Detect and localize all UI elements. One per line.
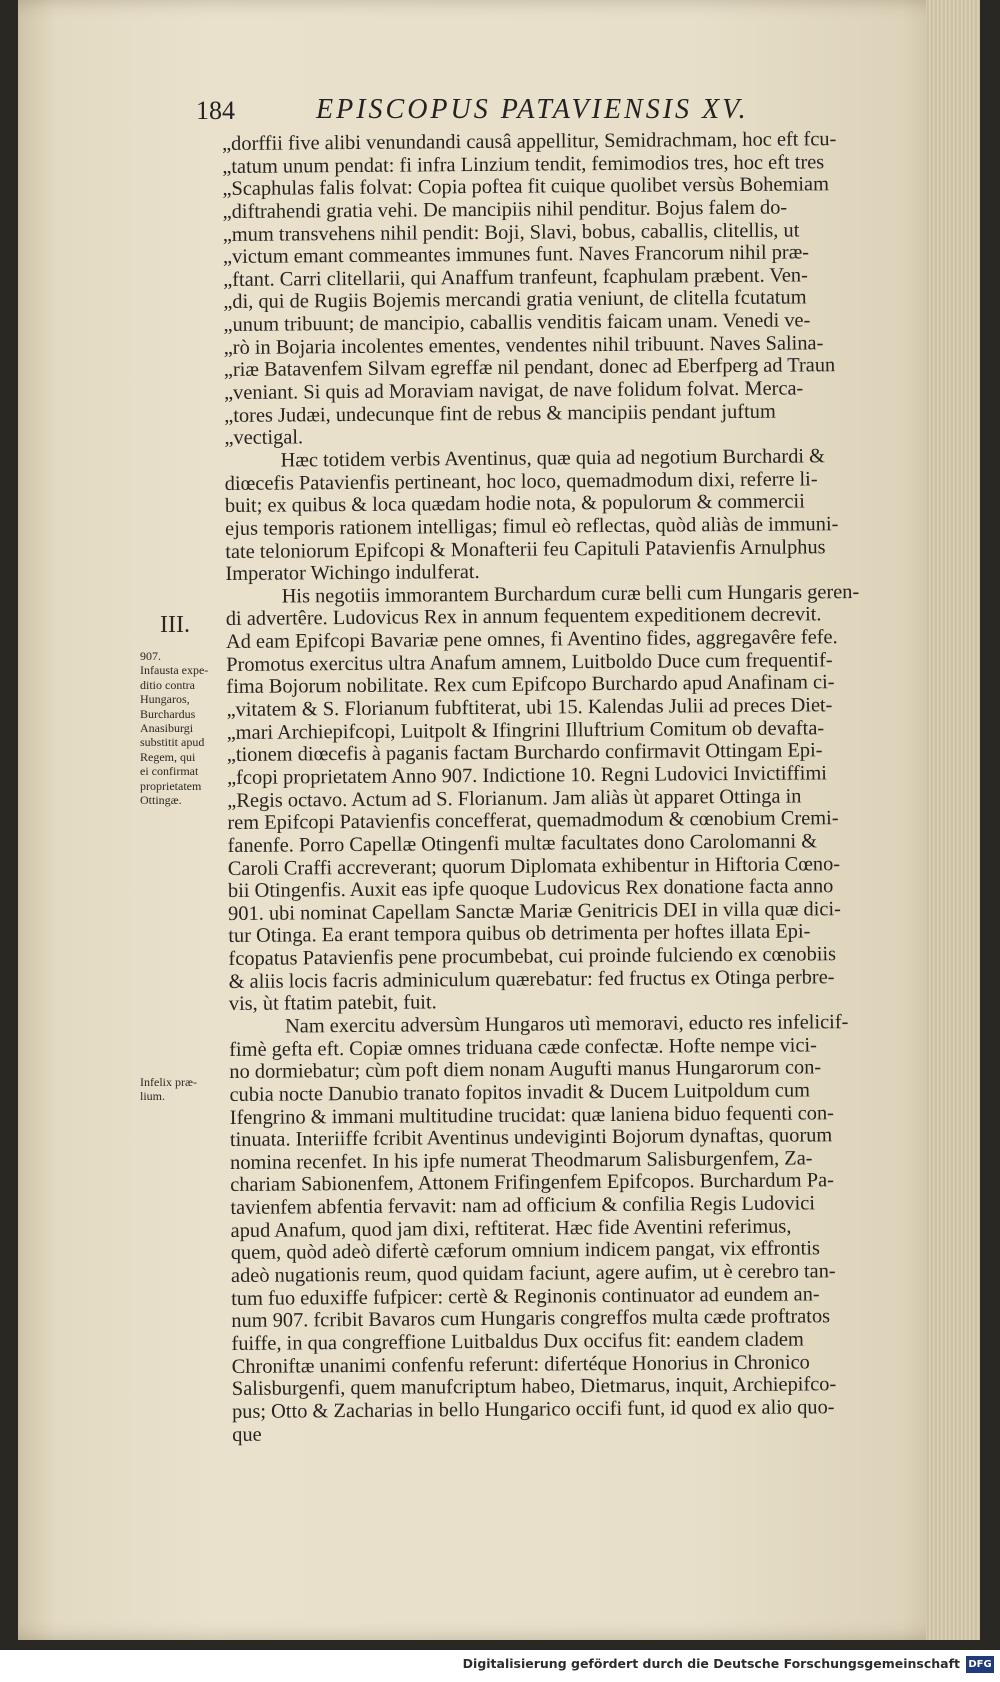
text-line: no dormiebatur; cùm poft diem nonam Augufti manus Hungarorum con- <box>229 1056 822 1084</box>
text-line: Salisburgenfi, quem manufcriptum habeo, Dietmarus, inquit, Archiepifco- <box>231 1373 837 1401</box>
text-line: chariam Sabionenfem, Attonem Frifingenfem Epifcopos. Burchardum Pa- <box>230 1169 834 1197</box>
text-line: tum fuo eduxiffe fufpicer: certè & Reginonis continuator ad eundem an- <box>231 1283 820 1310</box>
text-line: „mum transvehens nihil pendit: Boji, Slavi, bobus, caballis, clitellis, ut <box>222 219 800 246</box>
text-line: His negotiis immorantem Burchardum curæ belli cum Hungaris geren- <box>281 580 860 608</box>
note-line: lium. <box>140 1089 166 1104</box>
running-title: EPISCOPUS PATAVIENSIS XV. <box>316 94 749 125</box>
dfg-logo-icon: DFG <box>966 1656 994 1673</box>
note-line: substitit apud <box>140 735 205 750</box>
text-line: „di, qui de Rugiis Bojemis mercandi gratia veniunt, de clitella fcutatum <box>223 286 807 314</box>
text-line: tate teloniorum Epifcopi & Monafterii feu Capituli Patavienfis Arnulphus <box>225 535 826 563</box>
note-line: Hungaros, <box>140 692 190 707</box>
text-line: di advertêre. Ludovicus Rex in annum fequentem expeditionem decrevit. <box>225 603 822 631</box>
note-line: ditio contra <box>140 677 195 692</box>
text-line: fcopatus Patavienfis pene procumbebat, cui proinde fulciendo ex cœnobiis <box>228 943 837 971</box>
text-line: tavienfem abfentia fervavit: nam ad officium & confilia Regis Ludovici <box>230 1192 816 1220</box>
text-line: Ifengrino & immani multitudine trucidat: quæ laniena biduo fequenti con- <box>229 1101 835 1129</box>
text-line: rem Epifcopi Patavienfis concefferat, quemadmodum & cœnobium Cremi- <box>227 807 839 835</box>
text-line: 901. ubi nominat Capellam Sanctæ Mariæ Genitricis DEI in villa quæ dici- <box>228 897 841 925</box>
text-line: pus; Otto & Zacharias in bello Hungarico occifi funt, id quod ex alio quo- <box>231 1396 835 1423</box>
text-line: fuiffe, in qua congreffione Luitbaldus Dux occifus fit: eandem cladem <box>231 1328 804 1355</box>
text-line: Caroli Craffi accreverant; quorum Diplomata exhibentur in Hiftoria Cœno- <box>227 852 841 880</box>
text-line: „fcopi proprietatem Anno 907. Indictione 10. Regni Ludovici Invictiffimi <box>226 762 828 789</box>
text-line: „tionem diœcefis à paganis factam Burchardo confirmavit Ottingam Epi- <box>226 739 823 767</box>
text-line: tinuata. Interiiffe fcribit Aventinus undeviginti Bojorum dynaftas, quorum <box>229 1124 833 1152</box>
footer-bar <box>0 1650 1000 1682</box>
text-line: „victum emant commeantes immunes funt. Naves Francorum nihil præ- <box>222 241 810 269</box>
text-line: Imperator Wichingo indulferat. <box>225 561 480 586</box>
text-line: nomina recenfet. In his ipfe numerat Theodmarum Salisburgenfem, Za- <box>230 1147 813 1174</box>
margin-note-battle <box>140 1075 197 1104</box>
page-number: 184 <box>196 96 235 125</box>
text-line: Ad eam Epifcopi Bavariæ pene omnes, fi Aventino fides, aggregavêre fefe. <box>225 626 838 654</box>
page-header <box>196 92 896 132</box>
text-line: num 907. fcribit Bavaros cum Hungaris congreffos multa cæde proftratos <box>231 1305 831 1333</box>
text-line: „riæ Batavenfem Silvam egreffæ nil pendant, donec ad Eberfperg ad Traun <box>223 354 836 382</box>
text-line: „dorffii five alibi venundandi causâ appellitur, Semidrachmam, hoc eft fcu- <box>222 128 837 155</box>
text-line: cubia nocte Danubio tranato fopitos invadit & Ducem Luitpoldum cum <box>229 1079 811 1106</box>
text-line: „ftant. Carri clitellarii, qui Anaffum tranfeunt, fcaphulam præbent. Ven- <box>223 264 808 291</box>
text-line: ejus temporis rationem intelligas; fimul eò reflectas, quòd aliàs de immuni- <box>225 513 839 540</box>
text-line: „unum tribuunt; de mancipio, caballis venditis faicam unam. Venedi ve- <box>223 309 811 337</box>
section-numeral: III. <box>160 612 190 638</box>
text-line: „diftrahendi gratia vehi. De mancipiis nihil penditur. Bojus falem do- <box>222 196 788 223</box>
text-line: buit; ex quibus & loca quædam hodie nota, & populorum & commercii <box>224 490 805 518</box>
note-line: Ottingæ. <box>140 793 182 808</box>
text-line: fimè gefta eft. Copiæ omnes triduana cæde confectæ. Hofte nempe vici- <box>229 1033 818 1061</box>
note-line: Burchardus <box>140 706 196 721</box>
text-line: adeò nugationis reum, quod quidam faciunt, agere aufim, ut è cerebro tan- <box>230 1260 836 1287</box>
note-line: Anasiburgi <box>140 721 194 736</box>
text-line: fanenfe. Porro Capellæ Otingenfi multæ facultates dono Carolomanni & <box>227 830 818 857</box>
main-text <box>222 127 952 1446</box>
text-line: & aliis locis facris adminiculum quærebatur: fed fructus ex Otinga perbre- <box>228 965 835 993</box>
funding-credit: Digitalisierung gefördert durch die Deutsche Forschungsgemeinschaft <box>462 1656 960 1671</box>
note-line: Infausta expe- <box>140 663 209 678</box>
text-line: vis, ùt ftatim patebit, fuit. <box>228 991 437 1016</box>
margin-note-expedition <box>140 649 208 807</box>
text-line: „vectigal. <box>224 426 304 450</box>
text-line: fima Bojorum nobilitate. Rex cum Epifcopo Burchardo apud Anafinam ci- <box>226 671 835 699</box>
note-line: ei confirmat <box>140 764 199 779</box>
text-line: bii Otingenfis. Auxit eas ipfe quoque Ludovicus Rex donatione facta anno <box>227 875 834 903</box>
note-line: 907. <box>140 649 161 663</box>
note-line: proprietatem <box>140 778 202 793</box>
text-line: „mari Archiepifcopi, Luitpolt & Ifingrini Illuftrium Comitum ob devafta- <box>226 716 825 744</box>
text-line: „rò in Bojaria incolentes ementes, vendentes nihil tribuunt. Naves Salina- <box>223 332 824 359</box>
text-line: Hæc totidem verbis Aventinus, quæ quia ad negotium Burchardi & <box>280 445 826 472</box>
text-line: „Scaphulas falis folvat: Copia poftea fit cuique quolibet versùs Bohemiam <box>222 173 829 201</box>
note-line: Infelix præ- <box>140 1075 197 1089</box>
text-line: „tatum unum pendat: fi infra Linzium tendit, femimodios tres, hoc eft tres <box>222 150 825 178</box>
text-line: „veniant. Si quis ad Moraviam navigat, de nave folidum folvat. Merca- <box>223 377 804 405</box>
text-line: apud Anafum, quod jam dixi, reftiterat. Hæc fide Aventini referimus, <box>230 1215 792 1242</box>
note-line: Regem, qui <box>140 749 196 764</box>
text-line: tur Otinga. Ea erant tempora quibus ob detrimenta per hoftes illata Epi- <box>228 920 811 948</box>
text-line: „tores Judæi, undecunque fint de rebus & mancipiis pendant juftum <box>224 400 776 427</box>
text-line: Nam exercitu adversùm Hungaros utì memoravi, educto res infelicif- <box>284 1011 849 1038</box>
text-line: „vitatem & S. Florianum fubftiterat, ubi 15. Kalendas Julii ad preces Diet- <box>226 694 833 721</box>
text-line: diœcefis Patavienfis pertineant, hoc loco, quemadmodum dixi, referre li- <box>224 467 818 495</box>
text-line: Promotus exercitus ultra Anafum amnem, Luitboldo Duce cum frequentif- <box>226 648 833 676</box>
text-line: que <box>232 1423 262 1446</box>
text-line: Chroniftæ unanimi confenfu referunt: difertéque Honorius in Chronico <box>231 1351 810 1378</box>
text-line: quem, quòd adeò difertè cæforum omnium indicem pangat, vix effrontis <box>230 1237 820 1265</box>
text-line: „Regis octavo. Actum ad S. Florianum. Jam aliàs ùt apparet Ottinga in <box>227 785 802 812</box>
